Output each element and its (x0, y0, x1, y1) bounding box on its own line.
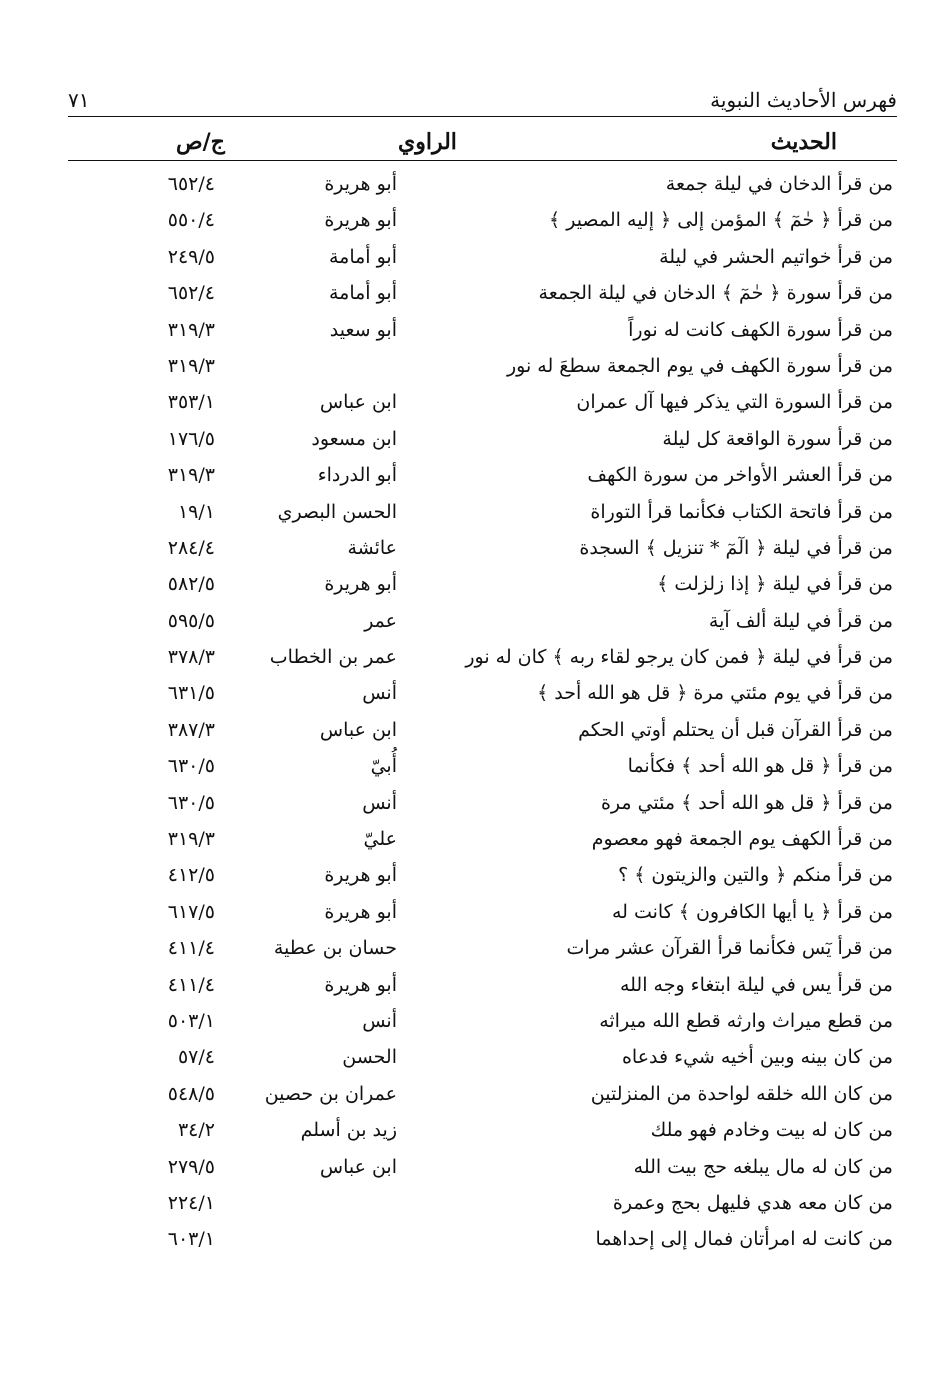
narrator: أبو الدرداء (317, 464, 397, 487)
hadith-text: من كان له مال يبلغه حج بيت الله (633, 1155, 893, 1178)
volume-page-reference: ٦٣٠/٥ (167, 755, 215, 778)
table-row (0, 240, 945, 276)
volume-page-reference: ٥٩٥/٥ (167, 609, 215, 632)
volume-page-reference: ٣٤/٢ (177, 1119, 215, 1142)
volume-page-reference: ٥٠٣/١ (167, 1009, 215, 1032)
volume-page-reference: ٥٥٠/٤ (167, 209, 215, 232)
table-row (0, 1222, 945, 1258)
hadith-text: من قرأ الكهف يوم الجمعة فهو معصوم (591, 828, 893, 851)
narrator: أبو هريرة (324, 973, 397, 996)
column-header-narrator: الراوي (398, 129, 457, 155)
table-row (0, 1040, 945, 1076)
hadith-index-list (0, 167, 945, 1259)
table-row (0, 676, 945, 712)
volume-page-reference: ٣٧٨/٣ (167, 646, 215, 669)
narrator: أبو أمامة (328, 245, 397, 268)
narrator: أبو أمامة (328, 282, 397, 305)
hadith-text: من قرأ سورة الكهف في يوم الجمعة سطعَ له نور (506, 354, 893, 377)
table-row (0, 822, 945, 858)
table-row (0, 931, 945, 967)
hadith-text: من كان معه هدي فليهل بحج وعمرة (612, 1191, 893, 1214)
running-title: فهرس الأحاديث النبوية (710, 88, 897, 112)
volume-page-reference: ٦٥٢/٤ (167, 173, 215, 195)
table-row (0, 458, 945, 494)
hadith-text: من كانت له امرأتان فمال إلى إحداهما (595, 1228, 893, 1251)
narrator: أبو هريرة (324, 573, 397, 596)
volume-page-reference: ٣١٩/٣ (167, 828, 215, 851)
table-row (0, 167, 945, 203)
hadith-text: من قرأ الدخان في ليلة جمعة (665, 173, 893, 195)
narrator: عائشة (347, 536, 397, 559)
volume-page-reference: ٣٨٧/٣ (167, 718, 215, 741)
table-row (0, 1150, 945, 1186)
hadith-text: من قرأ خواتيم الحشر في ليلة (659, 245, 893, 268)
hadith-text: من قرأ في ليلة ﴿ إذا زلزلت ﴾ (657, 573, 893, 596)
table-row (0, 495, 945, 531)
volume-page-reference: ٤١١/٤ (167, 973, 215, 996)
table-row (0, 713, 945, 749)
volume-page-reference: ٦١٧/٥ (167, 900, 215, 923)
narrator: ابن عباس (319, 718, 397, 741)
hadith-text: من قرأ سورة الكهف كانت له نوراً (628, 318, 893, 341)
volume-page-reference: ٣٥٣/١ (167, 391, 215, 414)
table-row (0, 276, 945, 312)
volume-page-reference: ٥٤٨/٥ (167, 1082, 215, 1105)
column-header-hadith: الحديث (770, 129, 837, 155)
hadith-text: من قرأ فاتحة الكتاب فكأنما قرأ التوراة (590, 500, 893, 523)
volume-page-reference: ١٩/١ (177, 500, 215, 523)
volume-page-reference: ٤١١/٤ (167, 937, 215, 960)
page-number: ٧١ (68, 88, 90, 112)
hadith-text: من قرأ سورة الواقعة كل ليلة (662, 427, 893, 450)
narrator: زيد بن أسلم (300, 1119, 397, 1142)
narrator: أُبيّ (370, 755, 397, 778)
volume-page-reference: ٦٥٢/٤ (167, 282, 215, 305)
volume-page-reference: ٣١٩/٣ (167, 318, 215, 341)
hadith-text: من قرأ منكم ﴿ والتين والزيتون ﴾ ؟ (618, 864, 893, 887)
narrator: عمر (364, 609, 397, 632)
volume-page-reference: ٦٣١/٥ (167, 682, 215, 705)
table-row (0, 895, 945, 931)
hadith-text: من قرأ القرآن قبل أن يحتلم أوتي الحكم (578, 718, 893, 741)
table-row (0, 749, 945, 785)
narrator: أنس (362, 1009, 397, 1032)
hadith-text: من قرأ في ليلة ﴿ الٓمٓ * تنزيل ﴾ السجدة (579, 536, 893, 559)
table-row (0, 567, 945, 603)
table-row (0, 1186, 945, 1222)
narrator: الحسن البصري (277, 500, 397, 523)
hadith-text: من قطع ميراث وارثه قطع الله ميراثه (599, 1009, 893, 1032)
narrator: أنس (362, 682, 397, 705)
narrator: أبو هريرة (324, 864, 397, 887)
volume-page-reference: ٢٤٩/٥ (167, 245, 215, 268)
table-row (0, 1077, 945, 1113)
volume-page-reference: ٥٧/٤ (177, 1046, 215, 1069)
volume-page-reference: ١٧٦/٥ (167, 427, 215, 450)
table-row (0, 1004, 945, 1040)
table-row (0, 203, 945, 239)
narrator: عليّ (363, 828, 397, 851)
hadith-text: من قرأ في ليلة ﴿ فمن كان يرجو لقاء ربه ﴾ كان له نور (465, 646, 893, 669)
table-row (0, 531, 945, 567)
table-row (0, 968, 945, 1004)
hadith-text: من قرأ في يوم مئتي مرة ﴿ قل هو الله أحد ﴾ (537, 682, 893, 705)
volume-page-reference: ٦٣٠/٥ (167, 791, 215, 814)
narrator: عمران بن حصين (264, 1082, 397, 1105)
narrator: الحسن (342, 1046, 397, 1069)
volume-page-reference: ٣١٩/٣ (167, 464, 215, 487)
narrator: أبو سعيد (329, 318, 397, 341)
hadith-text: من قرأ سورة ﴿ حٰمٓ ﴾ الدخان في ليلة الجمعة (538, 282, 893, 305)
volume-page-reference: ٦٠٣/١ (167, 1228, 215, 1251)
narrator: أنس (362, 791, 397, 814)
narrator: حسان بن عطية (273, 937, 397, 960)
table-row (0, 786, 945, 822)
narrator: ابن عباس (319, 391, 397, 414)
table-row (0, 422, 945, 458)
volume-page-reference: ٢٨٤/٤ (167, 536, 215, 559)
volume-page-reference: ٣١٩/٣ (167, 354, 215, 377)
hadith-text: من قرأ يٓس فكأنما قرأ القرآن عشر مرات (566, 937, 893, 960)
table-row (0, 858, 945, 894)
volume-page-reference: ٥٨٢/٥ (167, 573, 215, 596)
hadith-text: من كان له بيت وخادم فهو ملك (650, 1119, 893, 1142)
table-row (0, 640, 945, 676)
hadith-text: من كان بينه وبين أخيه شيء فدعاه (621, 1046, 893, 1069)
hadith-text: من كان الله خلقه لواحدة من المنزلتين (590, 1082, 893, 1105)
running-head (68, 84, 897, 117)
narrator: عمر بن الخطاب (269, 646, 397, 669)
hadith-text: من قرأ السورة التي يذكر فيها آل عمران (576, 391, 893, 414)
narrator: ابن مسعود (311, 427, 397, 450)
table-row (0, 1113, 945, 1149)
hadith-text: من قرأ ﴿ يا أيها الكافرون ﴾ كانت له (611, 900, 893, 923)
table-row (0, 349, 945, 385)
hadith-text: من قرأ ﴿ قل هو الله أحد ﴾ مئتي مرة (600, 791, 893, 814)
narrator: أبو هريرة (324, 209, 397, 232)
narrator: أبو هريرة (324, 173, 397, 195)
narrator: ابن عباس (319, 1155, 397, 1178)
volume-page-reference: ٤١٢/٥ (167, 864, 215, 887)
hadith-text: من قرأ في ليلة ألف آية (708, 609, 893, 632)
table-row (0, 604, 945, 640)
hadith-text: من قرأ يس في ليلة ابتغاء وجه الله (619, 973, 893, 996)
hadith-text: من قرأ العشر الأواخر من سورة الكهف (587, 464, 893, 487)
hadith-text: من قرأ ﴿ قل هو الله أحد ﴾ فكأنما (627, 755, 893, 778)
column-header-reference: ج/ص (176, 129, 225, 155)
table-row (0, 313, 945, 349)
table-row (0, 385, 945, 421)
hadith-text: من قرأ ﴿ حٰمٓ ﴾ المؤمن إلى ﴿ إليه المصير ﴾ (549, 209, 893, 232)
volume-page-reference: ٢٢٤/١ (167, 1191, 215, 1214)
narrator: أبو هريرة (324, 900, 397, 923)
column-headers (68, 126, 897, 161)
volume-page-reference: ٢٧٩/٥ (167, 1155, 215, 1178)
